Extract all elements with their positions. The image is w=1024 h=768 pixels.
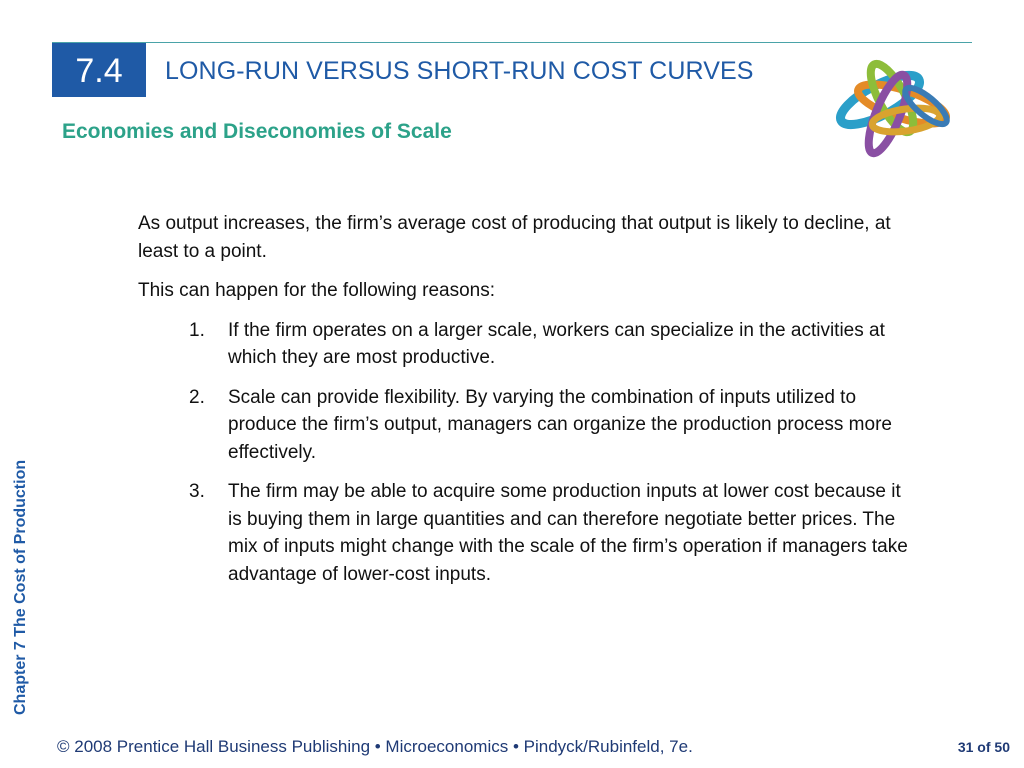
page-number-total: of 50	[973, 739, 1010, 755]
page-number-current: 31	[957, 739, 974, 755]
list-item-number: 2.	[189, 386, 205, 408]
list-item-text: If the firm operates on a larger scale, workers can specialize in the activities at which they are most productive.	[228, 319, 885, 368]
list-item-number: 1.	[189, 319, 205, 341]
list-item	[138, 478, 914, 588]
list-item-number: 3.	[189, 481, 205, 502]
page-number	[958, 739, 1010, 755]
header-rule	[52, 42, 972, 43]
intro-paragraph: As output increases, the firm’s average cost of producing that output is likely to decline, at least to a point.	[138, 213, 891, 262]
slide-subtitle: Economies and Diseconomies of Scale	[62, 120, 452, 143]
reasons-lead-paragraph: This can happen for the following reasons:	[138, 280, 495, 301]
section-number-badge: 7.4	[52, 43, 146, 97]
reasons-list	[138, 317, 914, 589]
chapter-side-label: Chapter 7 The Cost of Production	[12, 459, 29, 715]
list-item-text: The firm may be able to acquire some production inputs at lower cost because it is buying them in large quantities and can therefore negotiate better prices. The mix of inputs might change with the scale of the firm’s operation if managers take advantage of lower-cost inputs.	[228, 481, 908, 585]
footer-credit: © 2008 Prentice Hall Business Publishing • Microeconomics • Pindyck/Rubinfeld, 7e.	[57, 737, 693, 756]
list-item	[138, 317, 914, 372]
slide-title: LONG-RUN VERSUS SHORT-RUN COST CURVES	[165, 57, 754, 85]
list-item	[138, 384, 914, 467]
slide-content	[138, 210, 914, 600]
list-item-text: Scale can provide flexibility. By varying the combination of inputs utilized to produce the firm’s output, managers can organize the production process more effectively.	[228, 386, 892, 463]
interlocking-rings-logo	[818, 44, 970, 174]
